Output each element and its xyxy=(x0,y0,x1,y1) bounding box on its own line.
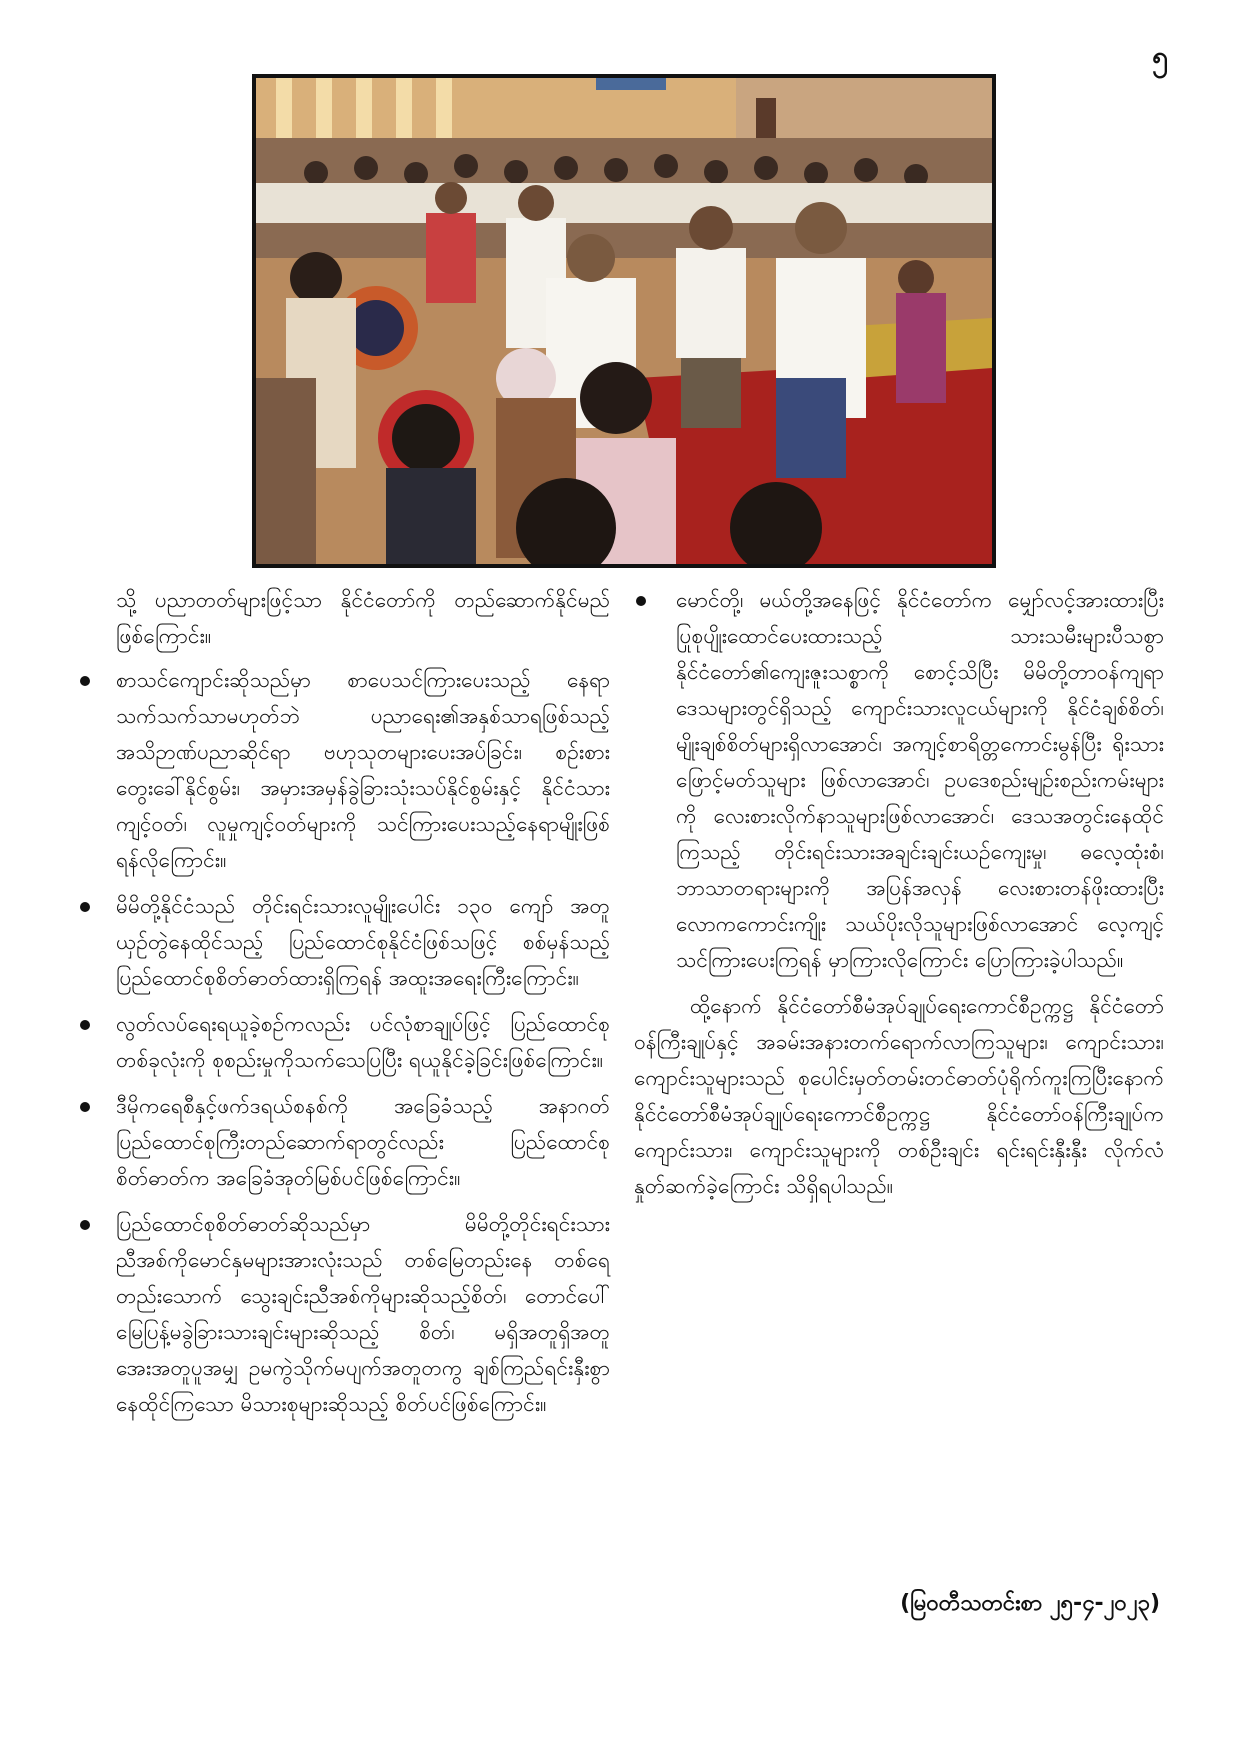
bullet-icon xyxy=(80,902,90,912)
left-bullet-list xyxy=(116,662,610,1422)
event-photo xyxy=(252,74,996,568)
bullet-icon xyxy=(636,596,646,606)
list-item xyxy=(634,582,1164,978)
bullet-text: စာသင်ကျောင်းဆိုသည်မှာ စာပေသင်ကြားပေးသည့် နေရာသက်သက်သာမဟုတ်ဘဲ ပညာရေး၏အနှစ်သာရဖြစ်သည့် အသိဉာဏ်ပညာဆိုင်ရာ ဗဟုသုတများပေးအပ်ခြင်း၊ စဉ်းစားတွေးခေါ်နိုင်စွမ်း၊ အမှားအမှန်ခွဲခြားသုံးသပ်နိုင်စွမ်းနှင့် နိုင်ငံသားကျင့်ဝတ်၊ လူမှုကျင့်ဝတ်များကို သင်ကြားပေးသည့်နေရာမျိုးဖြစ်ရန်လိုကြောင်း။ xyxy=(116,668,610,872)
list-item xyxy=(116,1206,610,1422)
right-column xyxy=(634,582,1164,1204)
bullet-icon xyxy=(80,676,90,686)
source-citation: (မြဝတီသတင်းစာ ၂၅-၄-၂၀၂၃) xyxy=(900,1591,1160,1616)
right-bullet-list xyxy=(634,582,1164,978)
bullet-icon xyxy=(80,1020,90,1030)
closing-paragraph: ထို့နောက် နိုင်ငံတော်စီမံအုပ်ချုပ်ရေးကောင်စီဥက္ကဋ္ဌ နိုင်ငံတော်ဝန်ကြီးချုပ်နှင့် အခမ်းအနားတက်ရောက်လာကြသူများ၊ ကျောင်းသား၊ ကျောင်းသူများသည် စုပေါင်းမှတ်တမ်းတင်ဓာတ်ပုံရိုက်ကူးကြပြီးနောက် နိုင်ငံတော်စီမံအုပ်ချုပ်ရေးကောင်စီဥက္ကဋ္ဌ နိုင်ငံတော်ဝန်ကြီးချုပ်က ကျောင်းသား၊ ကျောင်းသူများကို တစ်ဦးချင်း ရင်းရင်းနှီးနှီး လိုက်လံနှုတ်ဆက်ခဲ့ကြောင်း သိရှိရပါသည်။ xyxy=(634,994,1164,1198)
list-item xyxy=(116,1006,610,1078)
page-number: ၅ xyxy=(1152,40,1168,73)
bullet-text: မောင်တို့၊ မယ်တို့အနေဖြင့် နိုင်ငံတော်က မျှော်လင့်အားထားပြီး ပြုစုပျိုးထောင်ပေးထားသည့် သားသမီးများပီသစွာ နိုင်ငံတော်၏ကျေးဇူးသစ္စာကို စောင့်သိပြီး မိမိတို့တာဝန်ကျရာဒေသများတွင်ရှိသည့် ကျောင်းသားလူငယ်များကို နိုင်ငံချစ်စိတ်၊ မျိုးချစ်စိတ်များရှိလာအောင်၊ အကျင့်စာရိတ္တကောင်းမွန်ပြီး ရိုးသားဖြောင့်မတ်သူများ ဖြစ်လာအောင်၊ ဥပဒေစည်းမျဉ်းစည်းကမ်းများကို လေးစားလိုက်နာသူများဖြစ်လာအောင်၊ ဒေသအတွင်းနေထိုင်ကြသည့် တိုင်းရင်းသားအချင်းချင်းယဉ်ကျေးမှု၊ ဓလေ့ထုံးစံ၊ ဘာသာတရားများကို အပြန်အလှန် လေးစားတန်ဖိုးထားပြီး လောကကောင်းကျိုး သယ်ပိုးလိုသူများဖြစ်လာအောင် လေ့ကျင့်သင်ကြားပေးကြရန် မှာကြားလိုကြောင်း ပြောကြားခဲ့ပါသည်။ xyxy=(676,588,1164,972)
list-item xyxy=(116,888,610,996)
bullet-text: ပြည်ထောင်စုစိတ်ဓာတ်ဆိုသည်မှာ မိမိတို့တိုင်းရင်းသားညီအစ်ကိုမောင်နှမများအားလုံးသည် တစ်မြေတည်းနေ တစ်ရေတည်းသောက် သွေးချင်းညီအစ်ကိုများဆိုသည့်စိတ်၊ တောင်ပေါ်မြေပြန့်မခွဲခြားသားချင်းများဆိုသည့် စိတ်၊ မရှိအတူရှိအတူ အေးအတူပူအမျှ ဥမကွဲသိုက်မပျက်အတူတကွ ချစ်ကြည်ရင်းနှီးစွာ နေထိုင်ကြသော မိသားစုများဆိုသည့် စိတ်ပင်ဖြစ်ကြောင်း။ xyxy=(116,1212,610,1416)
bullet-icon xyxy=(80,1220,90,1230)
bullet-icon xyxy=(80,1102,90,1112)
list-item xyxy=(116,662,610,878)
left-column xyxy=(116,582,610,1432)
bullet-text: ဒီမိုကရေစီနှင့်ဖက်ဒရယ်စနစ်ကို အခြေခံသည့် အနာဂတ်ပြည်ထောင်စုကြီးတည်ဆောက်ရာတွင်လည်း ပြည်ထောင်စုစိတ်ဓာတ်က အခြေခံအုတ်မြစ်ပင်ဖြစ်ကြောင်း။ xyxy=(116,1094,610,1190)
bullet-text: လွတ်လပ်ရေးရယူခဲ့စဉ်ကလည်း ပင်လုံစာချုပ်ဖြင့် ပြည်ထောင်စုတစ်ခုလုံးကို စုစည်းမှုကိုသက်သေပြပြီး ရယူနိုင်ခဲ့ခြင်းဖြစ်ကြောင်း။ xyxy=(116,1012,610,1072)
list-item xyxy=(116,1088,610,1196)
continuation-paragraph: သို့ ပညာတတ်များဖြင့်သာ နိုင်ငံတော်ကို တည်ဆောက်နိုင်မည်ဖြစ်ကြောင်း။ xyxy=(116,588,610,648)
bullet-text: မိမိတို့နိုင်ငံသည် တိုင်းရင်းသားလူမျိုးပေါင်း ၁၃၀ ကျော် အတူယှဉ်တွဲနေထိုင်သည့် ပြည်ထောင်စုနိုင်ငံဖြစ်သဖြင့် စစ်မှန်သည့်ပြည်ထောင်စုစိတ်ဓာတ်ထားရှိကြရန် အထူးအရေးကြီးကြောင်း။ xyxy=(116,894,610,990)
